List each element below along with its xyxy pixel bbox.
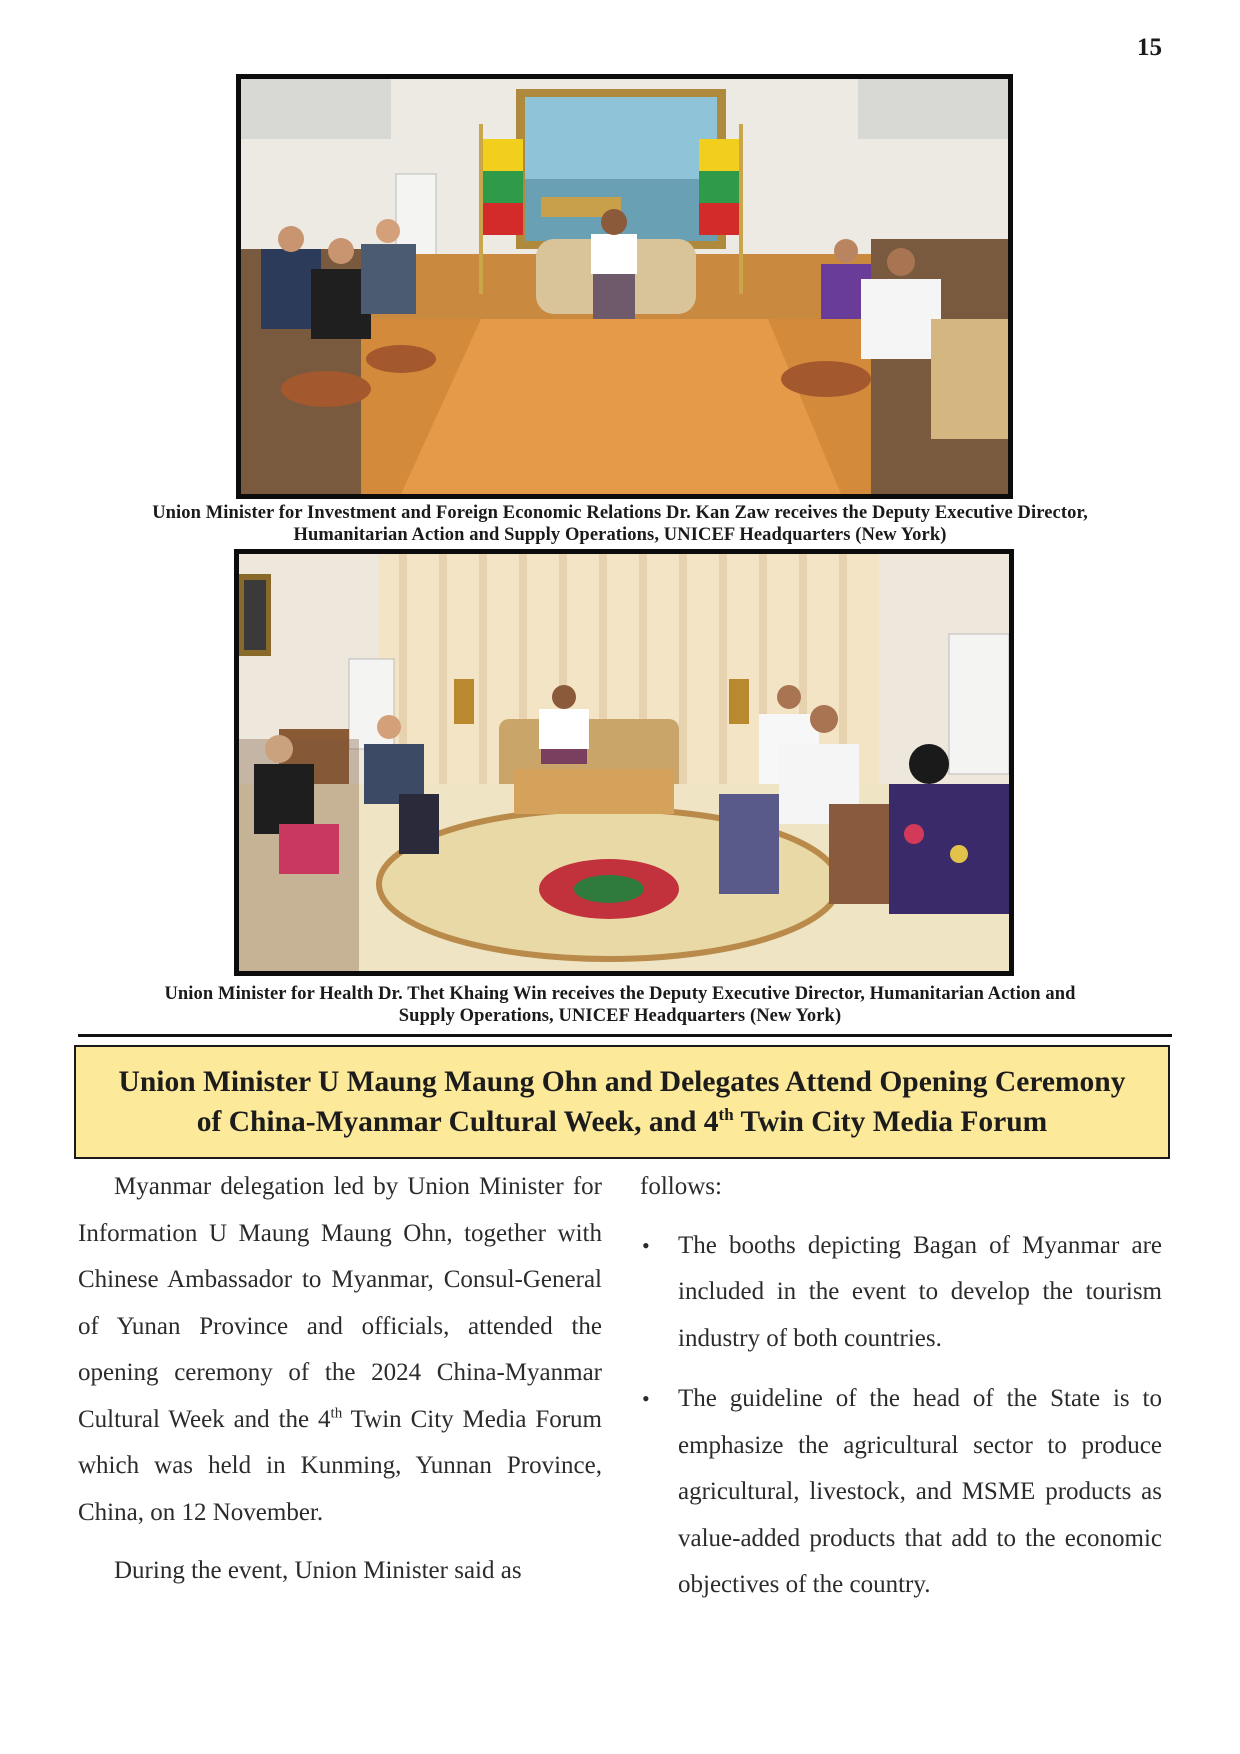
bullet-list: [640, 1223, 1162, 1609]
list-item: • The guideline of the head of the State is to emphasize the agricultural sector to produce agricultural, livestock, and MSME products as value-added products that add to the economic objectives of the country.: [640, 1376, 1162, 1609]
article-headline: [74, 1045, 1170, 1159]
article-column-right: [640, 1164, 1162, 1623]
photo-illustration: [241, 79, 1008, 494]
meeting-photo-health-ministry: [234, 549, 1014, 976]
list-item: • The booths depicting Bagan of Myanmar are included in the event to develop the tourism industry of both countries.: [640, 1223, 1162, 1363]
headline-line-1: Union Minister U Maung Maung Ohn and Delegates Attend Opening Ceremony: [118, 1066, 1126, 1098]
photo-illustration: [239, 554, 1009, 971]
bullet-icon: •: [642, 1232, 650, 1258]
bullet-icon: •: [642, 1386, 650, 1411]
page-number: 15: [1137, 34, 1162, 61]
caption-2-line-2: Supply Operations, UNICEF Headquarters (New York): [398, 1006, 842, 1026]
section-divider: [78, 1034, 1172, 1037]
caption-1-line-1: Union Minister for Investment and Foreign Economic Relations Dr. Kan Zaw receives the Deputy Executive Director,: [152, 503, 1088, 523]
article-paragraph-1: Myanmar delegation led by Union Minister for Information U Maung Maung Ohn, together with Chinese Ambassador to Myanmar, Consul-General of Yunan Province and officials, attended the opening ceremony of the 2024 China-Myanmar Cultural Week and the 4th Twin City Media Forum which was held in Kunming, Yunnan Province, China, on 12 November.: [78, 1173, 602, 1526]
meeting-photo-investment-ministry: [236, 74, 1013, 499]
article-column-left: [78, 1164, 602, 1595]
caption-2-line-1: Union Minister for Health Dr. Thet Khaing Win receives the Deputy Executive Director, Humanitarian Action and: [164, 984, 1076, 1004]
article-paragraph-2-start: During the event, Union Minister said as: [114, 1557, 522, 1584]
caption-1-line-2: Humanitarian Action and Supply Operations, UNICEF Headquarters (New York): [293, 525, 947, 545]
article-paragraph-2-end: follows:: [640, 1173, 722, 1200]
photo-caption-2: [70, 983, 1170, 1027]
photo-caption-1: [70, 502, 1170, 546]
headline-line-2: of China-Myanmar Cultural Week, and 4th Twin City Media Forum: [196, 1105, 1048, 1138]
